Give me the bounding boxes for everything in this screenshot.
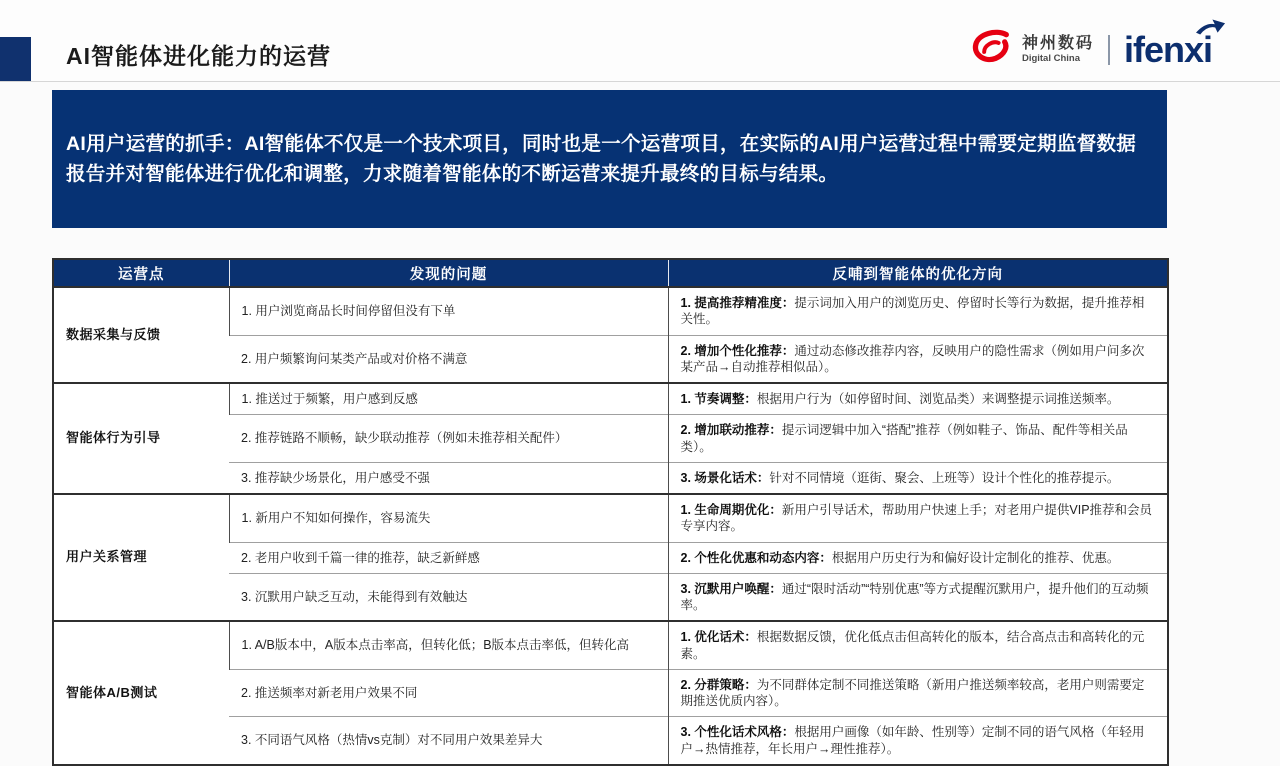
column-header-2: 反哺到智能体的优化方向 [668, 259, 1168, 287]
optimization-lead: 2. 个性化优惠和动态内容： [680, 550, 832, 565]
problem-cell: 2. 用户频繁询问某类产品或对价格不满意 [229, 335, 668, 383]
column-header-0: 运营点 [53, 259, 229, 287]
optimization-cell: 1. 生命周期优化：新用户引导话术，帮助用户快速上手；对老用户提供VIP推荐和会员专享内容。 [668, 494, 1168, 542]
top-bar [0, 0, 1280, 82]
group-label: 智能体行为引导 [53, 383, 229, 494]
optimization-cell: 2. 个性化优惠和动态内容：根据用户历史行为和偏好设计定制化的推荐、优惠。 [668, 542, 1168, 573]
problem-cell: 3. 不同语气风格（热情vs克制）对不同用户效果差异大 [229, 717, 668, 765]
brand-area [970, 24, 1218, 76]
problem-cell: 1. 用户浏览商品长时间停留但没有下单 [229, 287, 668, 335]
optimization-lead: 3. 沉默用户唤醒： [680, 581, 782, 596]
table-header-row [53, 259, 1168, 287]
optimization-cell: 1. 优化话术：根据数据反馈，优化低点击但高转化的版本，结合高点击和高转化的元素。 [668, 621, 1168, 669]
problem-cell: 1. 推送过于频繁，用户感到反感 [229, 383, 668, 415]
table-row [53, 494, 1168, 542]
optimization-cell: 1. 提高推荐精准度：提示词加入用户的浏览历史、停留时长等行为数据，提升推荐相关性。 [668, 287, 1168, 335]
optimization-cell: 3. 场景化话术：针对不同情境（逛街、聚会、上班等）设计个性化的推荐提示。 [668, 462, 1168, 494]
digital-china-en-label: Digital China [1021, 52, 1081, 64]
problem-cell: 2. 老用户收到千篇一律的推荐，缺乏新鲜感 [229, 542, 668, 573]
problem-cell: 3. 沉默用户缺乏互动，未能得到有效触达 [229, 573, 668, 621]
problem-cell: 2. 推荐链路不顺畅，缺少联动推荐（例如未推荐相关配件） [229, 415, 668, 463]
optimization-lead: 2. 分群策略： [680, 677, 757, 692]
ifenxi-wordmark: ifenxi [1123, 29, 1212, 70]
optimization-cell: 1. 节奏调整：根据用户行为（如停留时间、浏览品类）来调整提示词推送频率。 [668, 383, 1168, 415]
table-row [53, 383, 1168, 415]
page-title: AI智能体进化能力的运营 [66, 43, 331, 69]
group-label: 数据采集与反馈 [53, 287, 229, 383]
table-row [53, 621, 1168, 669]
optimization-cell: 2. 增加联动推荐：提示词逻辑中加入“搭配”推荐（例如鞋子、饰品、配件等相关品类）。 [668, 415, 1168, 463]
problem-cell: 2. 推送频率对新老用户效果不同 [229, 669, 668, 717]
optimization-lead: 2. 增加联动推荐： [680, 423, 782, 438]
callout-text [66, 129, 1153, 189]
table-row [53, 287, 1168, 335]
brand-divider [1108, 35, 1110, 65]
accent-square [0, 37, 31, 81]
optimization-cell: 3. 个性化话术风格：根据用户画像（如年龄、性别等）定制不同的语气风格（年轻用户→热情推荐，年长用户→理性推荐）。 [668, 717, 1168, 765]
callout-body: AI智能体不仅是一个技术项目，同时也是一个运营项目，在实际的AI用户运营过程中需要定期监督数据报告并对智能体进行优化和调整，力求随着智能体的不断运营来提升最终的目标与结果。 [66, 132, 1137, 185]
column-header-1: 发现的问题 [229, 259, 668, 287]
group-label: 用户关系管理 [53, 494, 229, 621]
problem-cell: 1. A/B版本中，A版本点击率高，但转化低；B版本点击率低，但转化高 [229, 621, 668, 669]
problem-cell: 1. 新用户不知如何操作，容易流失 [229, 494, 668, 542]
optimization-lead: 2. 增加个性化推荐： [680, 343, 795, 358]
optimization-cell: 3. 沉默用户唤醒：通过“限时活动”“特别优惠”等方式提醒沉默用户，提升他们的互动频率。 [668, 573, 1168, 621]
digital-china-text [1022, 35, 1094, 64]
problem-cell: 3. 推荐缺少场景化，用户感受不强 [229, 462, 668, 494]
digital-china-swirl-icon [970, 29, 1014, 72]
ifenxi-logo [1123, 29, 1218, 70]
digital-china-cn-label: 神州数码 [1021, 35, 1094, 53]
ifenxi-arrow-icon [1196, 19, 1226, 41]
optimization-lead: 1. 节奏调整： [680, 392, 757, 406]
optimization-cell: 2. 分群策略：为不同群体定制不同推送策略（新用户推送频率较高，老用户则需要定期推送优质内容）。 [668, 669, 1168, 717]
optimization-cell: 2. 增加个性化推荐：通过动态修改推荐内容，反映用户的隐性需求（例如用户问多次某产品→自动推荐相似品）。 [668, 335, 1168, 383]
callout-box [52, 90, 1167, 228]
optimization-lead: 1. 生命周期优化： [680, 503, 782, 517]
optimization-lead: 3. 场景化话术： [680, 470, 770, 485]
ops-table-wrap [52, 258, 1167, 766]
digital-china-logo [970, 29, 1094, 72]
optimization-lead: 3. 个性化话术风格： [680, 725, 795, 740]
callout-lead: AI用户运营的抓手： [66, 132, 245, 155]
optimization-lead: 1. 优化话术： [680, 630, 757, 645]
optimization-lead: 1. 提高推荐精准度： [680, 296, 795, 310]
ops-table [52, 258, 1169, 766]
group-label: 智能体A/B测试 [53, 621, 229, 765]
